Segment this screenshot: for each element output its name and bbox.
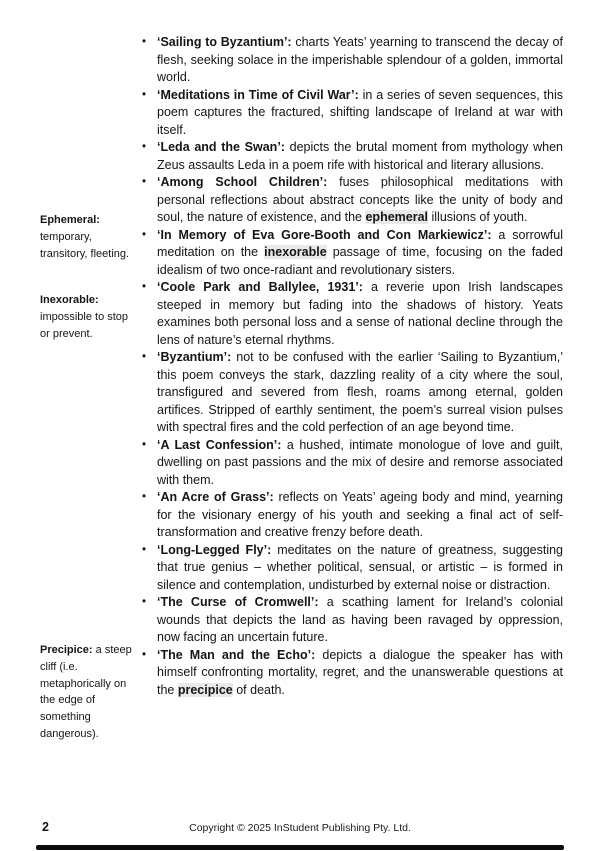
bullet-marker: • <box>142 141 147 153</box>
bullet-item <box>142 542 563 595</box>
bullet-item <box>142 349 563 437</box>
bullet-body-text: a sorrowful meditation on the <box>157 227 563 259</box>
glossary-definition: a steep cliff (i.e. metaphorically on the edge of something dangerous). <box>40 644 132 740</box>
glossary-term: Inexorable: <box>40 294 99 306</box>
bullet-text <box>157 139 563 174</box>
glossary-term-highlight: precipice <box>177 682 233 697</box>
bullet-marker: • <box>142 596 147 608</box>
bullet-body-text: illusions of youth. <box>428 210 528 224</box>
bullet-text <box>157 437 563 490</box>
bullet-marker: • <box>142 36 147 48</box>
bullet-marker: • <box>142 438 147 451</box>
bullet-item <box>142 87 563 140</box>
bullet-list <box>142 34 563 699</box>
bullet-text <box>157 227 563 280</box>
bullet-item <box>142 647 563 700</box>
bullet-body-text: depicts a dialogue the speaker has with himself confronting mortality, regret, and the unanswerable questions at the <box>157 647 563 697</box>
margin-note-inexorable <box>40 292 134 342</box>
bullet-item <box>142 139 563 174</box>
poem-title: ‘Meditations in Time of Civil War’: <box>157 87 359 102</box>
bullet-text <box>157 34 563 87</box>
bullet-body-text: fuses philosophical meditations with personal reflections about abstract concepts like the unity of body and soul, the nature of existence, and the <box>157 175 563 224</box>
margin-note-ephemeral <box>40 212 134 262</box>
bullet-body-text: reflects on Yeats’ ageing body and mind, yearning for the visionary energy of his youth and seeking a final act of self-transformation and creative frenzy before death. <box>157 490 563 539</box>
bullet-item <box>142 489 563 542</box>
bullet-text <box>157 489 563 542</box>
bullet-text <box>157 87 563 140</box>
poem-title: ‘Byzantium’: <box>157 350 232 364</box>
poem-title: ‘An Acre of Grass’: <box>157 490 274 504</box>
bullet-text <box>157 174 563 227</box>
bullet-marker: • <box>142 176 147 188</box>
poem-title: ‘The Man and the Echo’: <box>157 647 316 662</box>
bullet-body-text: depicts the brutal moment from mythology when Zeus assaults Leda in a poem rife with historical and literary allusions. <box>157 140 563 172</box>
bullet-marker: • <box>142 351 147 363</box>
bullet-body-text: not to be confused with the earlier ‘Sailing to Byzantium,’ this poem conveys the stark, dazzling reality of a city where the soul, transfigured and severed from flesh, roams among eternal, golden artifices. Stripped of earthly sentiment, the poem’s surreal vision pulses with spectral fires and the cold perfection of an age beyond time. <box>157 350 563 434</box>
bullet-text <box>157 349 563 437</box>
page-number: 2 <box>42 820 49 834</box>
bullet-marker: • <box>142 648 147 661</box>
bullet-body-text: meditates on the nature of greatness, suggesting that true genius – whether political, sensual, or artistic – is formed in silence and contemplation, undisturbed by external noise or distraction. <box>157 542 564 592</box>
bullet-body-text: a hushed, intimate monologue of love and guilt, dwelling on past passions and the mix of desire and remorse associated with them. <box>157 437 563 487</box>
bullet-body-text: charts Yeats’ yearning to transcend the decay of flesh, seeking solace in the imperishable splendour of a golden, immortal world. <box>157 35 563 84</box>
poem-title: ‘A Last Confession’: <box>157 437 282 452</box>
bullet-item <box>142 174 563 227</box>
bullet-marker: • <box>142 281 147 293</box>
bullet-item <box>142 437 563 490</box>
poem-title: ‘Coole Park and Ballylee, 1931’: <box>157 280 363 294</box>
glossary-definition: impossible to stop or prevent. <box>40 310 129 340</box>
bullet-marker: • <box>142 543 147 556</box>
bullet-marker: • <box>142 88 147 101</box>
bullet-item <box>142 227 563 280</box>
bullet-body-text: in a series of seven sequences, this poem captures the fractured, shifting landscape of Ireland at war with itself. <box>157 87 563 137</box>
bullet-marker: • <box>142 491 147 503</box>
poem-title: ‘Long-Legged Fly’: <box>157 542 272 557</box>
poem-title: ‘Sailing to Byzantium’: <box>157 35 292 49</box>
glossary-term-highlight: ephemeral <box>365 210 429 224</box>
bullet-body-text: passage of time, focusing on the faded idealism of two once-radiant and revolutionary sisters. <box>157 245 563 277</box>
bullet-body-text: of death. <box>232 682 285 697</box>
glossary-term-highlight: inexorable <box>264 245 327 259</box>
poem-title: ‘The Curse of Cromwell’: <box>157 595 319 609</box>
glossary-definition: temporary, transitory, fleeting. <box>40 230 130 260</box>
bullet-item <box>142 279 563 349</box>
bullet-body-text: a scathing lament for Ireland’s colonial wounds that depicts the land as having been ravaged by oppression, now facing an uncertain future. <box>157 595 563 644</box>
bullet-text <box>157 279 563 349</box>
glossary-term: Precipice: <box>40 644 93 656</box>
copyright-line: Copyright © 2025 InStudent Publishing Pty. Ltd. <box>189 822 411 834</box>
poem-title: ‘Leda and the Swan’: <box>157 140 285 154</box>
bullet-item <box>142 594 563 647</box>
bullet-item <box>142 34 563 87</box>
bullet-text <box>157 594 563 647</box>
main-text-column <box>142 34 563 699</box>
bullet-body-text: a reverie upon Irish landscapes steeped in memory but fading into the shadows of history. Yeats examines both personal loss and a sense of national decline through the lens of nature’s eternal rhythms. <box>157 280 563 347</box>
page-edge-bar <box>36 845 564 850</box>
poem-title: ‘Among School Children’: <box>157 175 328 189</box>
bullet-text <box>157 542 563 595</box>
bullet-marker: • <box>142 228 147 241</box>
glossary-term: Ephemeral: <box>40 214 100 226</box>
bullet-text <box>157 647 563 700</box>
poem-title: ‘In Memory of Eva Gore-Booth and Con Markiewicz’: <box>157 227 492 242</box>
margin-note-precipice <box>40 642 134 743</box>
